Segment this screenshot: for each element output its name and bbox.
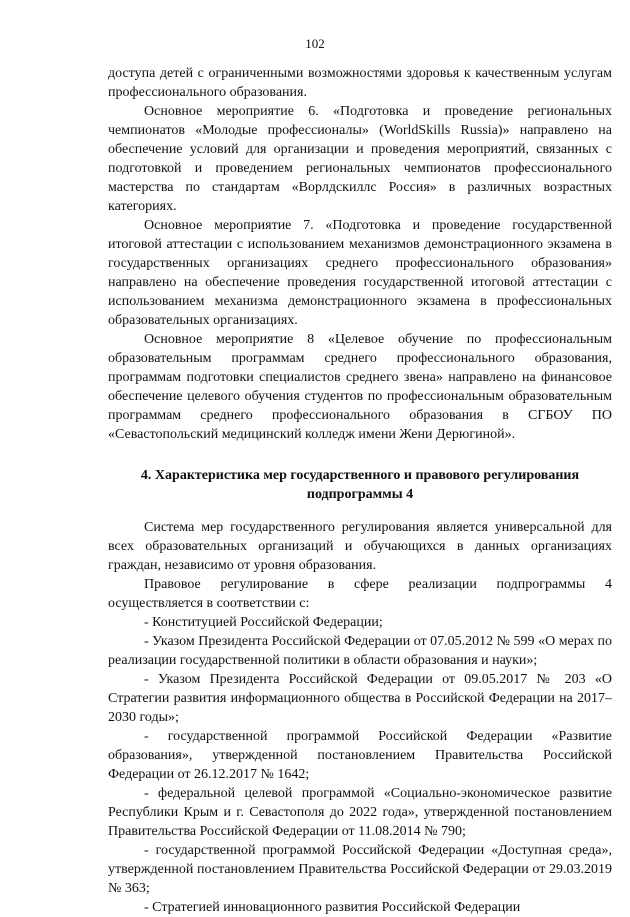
paragraph: доступа детей с ограниченными возможностями здоровья к качественным услугам профессионального образования. [108,66,612,100]
list-item: - Указом Президента Российской Федерации от 07.05.2012 № 599 «О мерах по реализации государственной политики в области образования и науки»; [108,634,612,668]
paragraph: Правовое регулирование в сфере реализации подпрограммы 4 осуществляется в соответствии с: [108,577,612,611]
section-heading [108,466,612,504]
list-item: - федеральной целевой программой «Социально-экономическое развитие Республики Крым и г. Севастополя до 2022 года», утвержденной постановлением Правительства Российской Федерации от 11.08.2014 № 790; [108,786,612,839]
list-item: - Указом Президента Российской Федерации от 09.05.2017 № 203 «О Стратегии развития информационного общества в Российской Федерации на 2017–2030 годы»; [108,672,612,725]
paragraph: Система мер государственного регулирования является универсальной для всех образовательных организаций и обучающихся в данных организациях граждан, независимо от уровня образования. [108,520,612,573]
list-item: - государственной программой Российской Федерации «Развитие образования», утвержденной постановлением Правительства Российской Федерации от 26.12.2017 № 1642; [108,729,612,782]
document-body [108,64,612,917]
section-heading-line: подпрограммы 4 [306,487,414,502]
list-item: - Стратегией инновационного развития Российской Федерации [144,900,521,915]
list-item: - Конституцией Российской Федерации; [144,615,383,630]
page-number: 102 [305,36,325,51]
paragraph: Основное мероприятие 8 «Целевое обучение по профессиональным образовательным программам среднего профессионального образования, программам подготовки специалистов среднего звена» направлено на финансовое обеспечение целевого обучения студентов по профессиональным образовательным программам среднего профессионального образования в СГБОУ ПО «Севастопольский медицинский колледж имени Жени Дерюгиной». [108,332,612,442]
paragraph: Основное мероприятие 7. «Подготовка и проведение государственной итоговой аттестации с использованием механизмов демонстрационного экзамена в государственных организациях среднего профессионального образования» направлено на обеспечение проведения государственной итоговой аттестации с использованием механизма демонстрационного экзамена в профессиональных образовательных организациях. [108,218,612,328]
section-heading-line: 4. Характеристика мер государственного и правового регулирования [140,468,580,483]
paragraph: Основное мероприятие 6. «Подготовка и проведение региональных чемпионатов «Молодые профессионалы» (WorldSkills Russia)» направлено на обеспечение условий для организации и проведения мероприятий, связанных с подготовкой и проведением региональных чемпионатов профессионального мастерства по стандартам «Ворлдскиллс Россия» в различных возрастных категориях. [108,104,612,214]
list-item: - государственной программой Российской Федерации «Доступная среда», утвержденной постановлением Правительства Российской Федерации от 29.03.2019 № 363; [108,843,612,896]
